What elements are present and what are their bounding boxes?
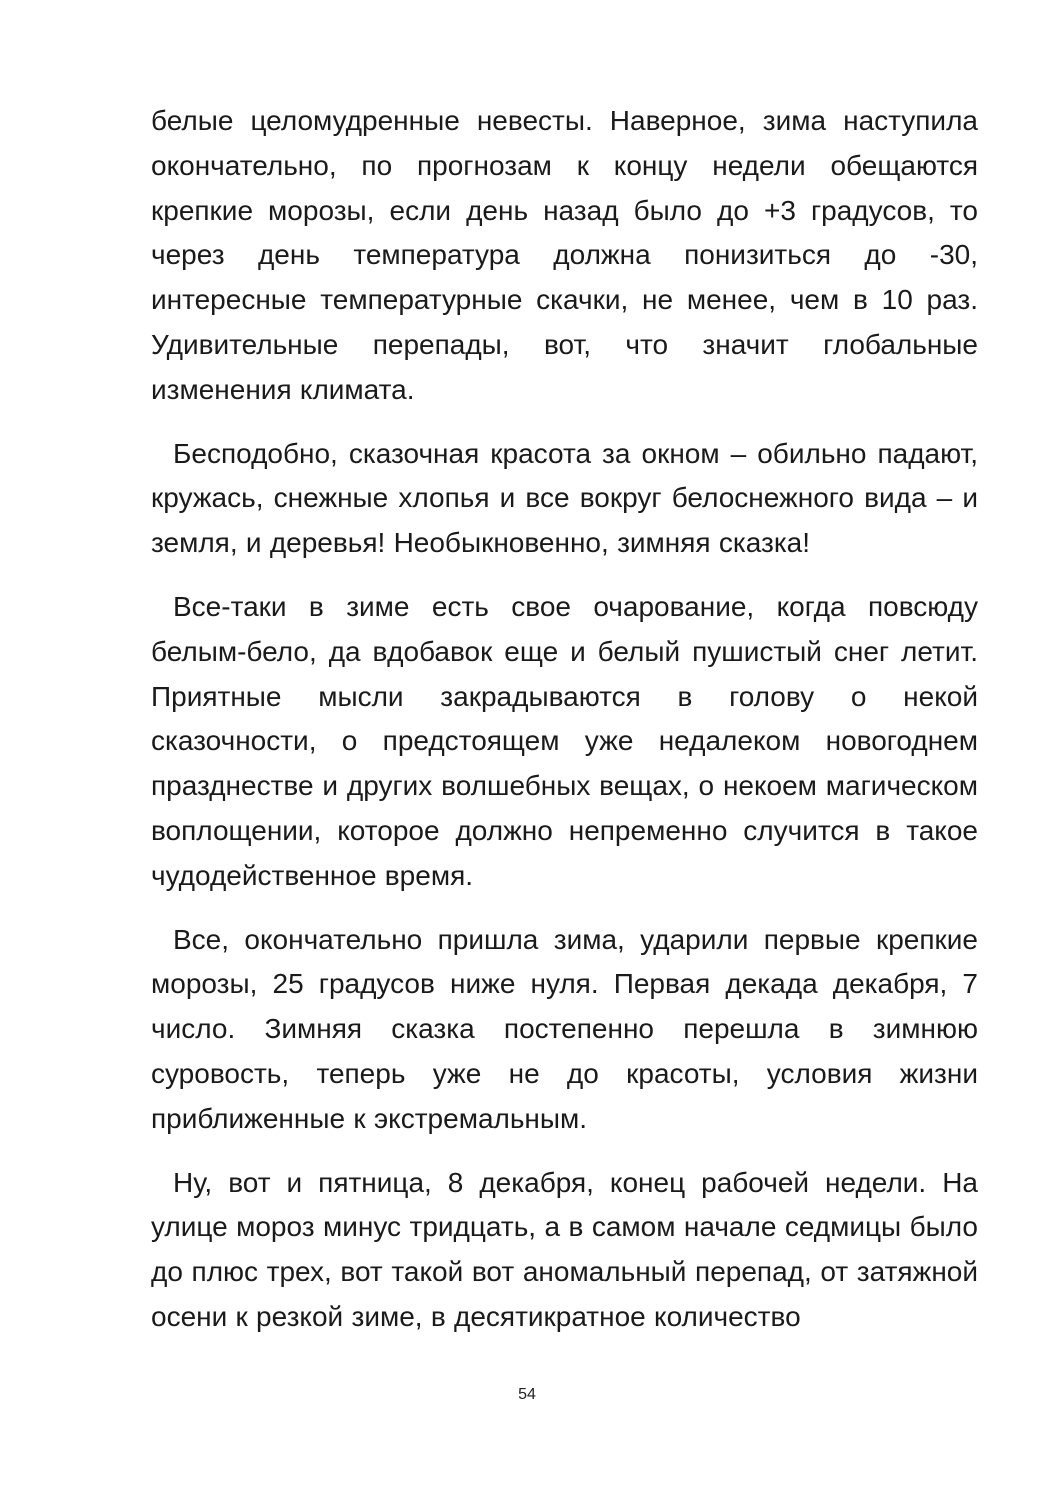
page-number: 54 — [518, 1386, 536, 1403]
paragraph-first-frost: Все, окончательно пришла зима, ударили первые крепкие морозы, 25 градусов ниже нуля. Первая декада декабря, 7 число. Зимняя сказка постепенно перешла в зимнюю суровость, теперь уже не до красоты, условия жизни приближенные к экстремальным. — [151, 923, 978, 1134]
paragraph-snow-beauty: Бесподобно, сказочная красота за окном – обильно падают, кружась, снежные хлопья и все вокруг белоснежного вида – и земля, и деревья! Необыкновенно, зимняя сказка! — [151, 437, 978, 559]
paragraph-continuation: белые целомудренные невесты. Наверное, зима наступила окончательно, по прогнозам к концу недели обещаются крепкие морозы, если день назад было до +3 градусов, то через день температура должна понизиться до -30, интересные температурные скачки, не менее, чем в 10 раз. Удивительные перепады, вот, что значит глобальные изменения климата. — [151, 105, 978, 405]
paragraph-winter-charm: Все-таки в зиме есть свое очарование, когда повсюду белым-бело, да вдобавок еще и белый пушистый снег летит. Приятные мысли закрадываются в голову о некой сказочности, о предстоящем уже недалеком новогоднем празднестве и других волшебных вещах, о некоем магическом воплощении, которое должно непременно случится в такое чудодейственное время. — [151, 590, 978, 891]
page-body — [151, 99, 978, 1340]
paragraph-friday: Ну, вот и пятница, 8 декабря, конец рабочей недели. На улице мороз минус тридцать, а в самом начале седмицы было до плюс трех, вот такой вот аномальный перепад, от затяжной осени к резкой зиме, в десятикратное количество — [151, 1166, 978, 1332]
